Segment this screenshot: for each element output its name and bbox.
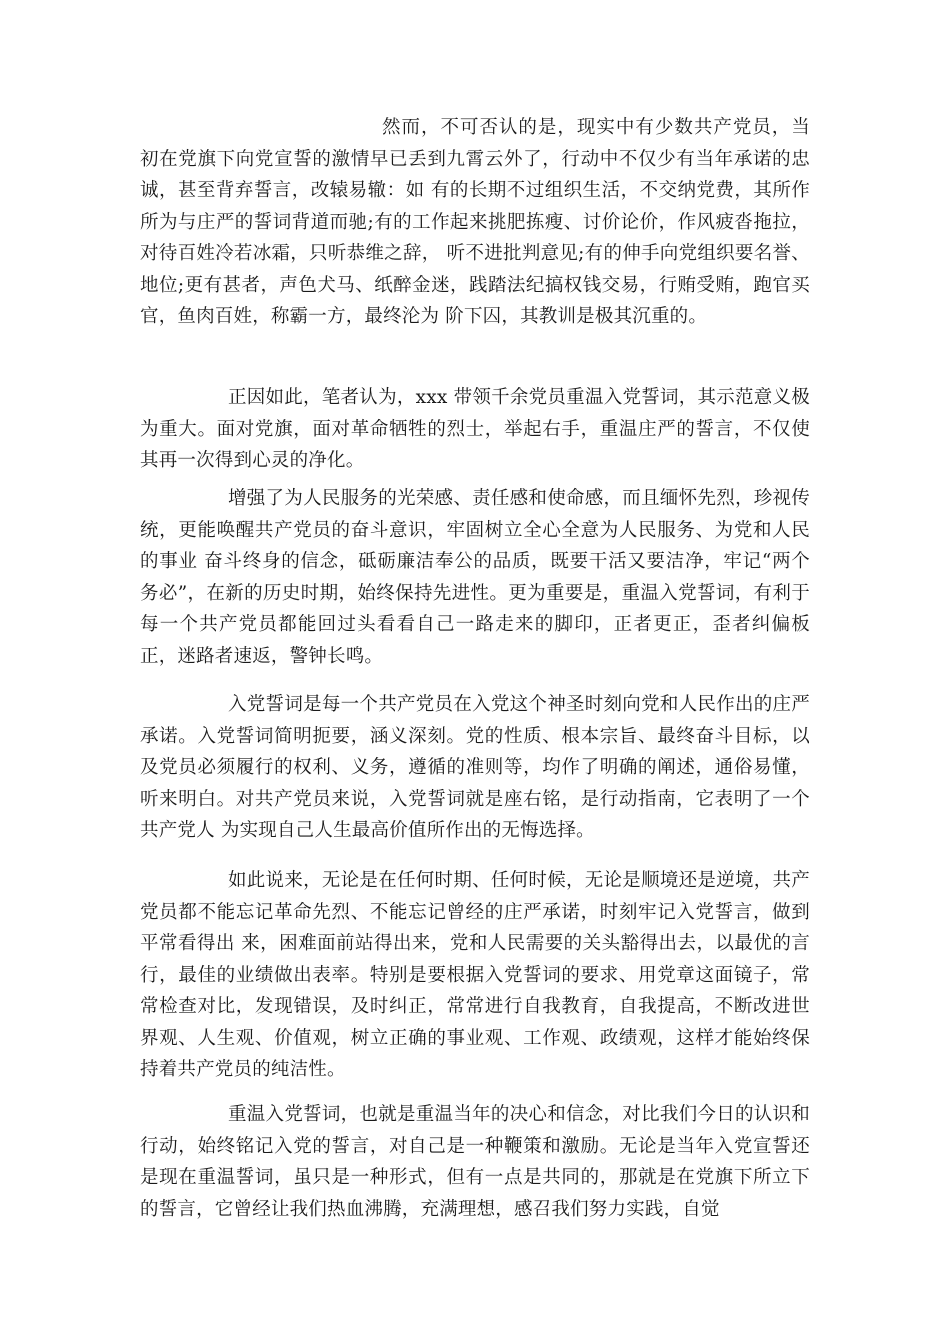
paragraph-4: 入党誓词是每一个共产党员在入党这个神圣时刻向党和人民作出的庄严承诺。入党誓词简明扼要，涵义深刻。党的性质、根本宗旨、最终奋斗目标，以及党员必须履行的权利、义务，遵循的准则等，均作了明确的阐述，通俗易懂，听来明白。对共产党员来说，入党誓词就是座右铭，是行动指南，它表明了一个共产党人 为实现自己人生最高价值所作出的无悔选择。 [140, 694, 810, 841]
paragraph-5: 如此说来，无论是在任何时期、任何时候，无论是顺境还是逆境，共产党员都不能忘记革命先烈、不能忘记曾经的庄严承诺，时刻牢记入党誓言，做到平常看得出 来，困难面前站得出来，党和人民需要的关头豁得出去，以最优的言行，最佳的业绩做出表率。特别是要根据入党誓词的要求、用党章这面镜子，常常检查对比，发现错误，及时纠正，常常进行自我教育，自我提高，不断改进世界观、人生观、价值观，树立正确的事业观、工作观、政绩观，这样才能始终保持着共产党员的纯洁性。 [140, 870, 810, 1080]
paragraph-6: 重温入党誓词，也就是重温当年的决心和信念，对比我们今日的认识和行动，始终铭记入党的誓言，对自己是一种鞭策和激励。无论是当年入党宣誓还是现在重温誓词，虽只是一种形式，但有一点是共同的，那就是在党旗下所立下的誓言，它曾经让我们热血沸腾，充满理想，感召我们努力实践，自觉 [140, 1104, 810, 1220]
paragraph-3: 增强了为人民服务的光荣感、责任感和使命感，而且缅怀先烈，珍视传统，更能唤醒共产党员的奋斗意识，牢固树立全心全意为人民服务、为党和人民的事业 奋斗终身的信念，砥砺廉洁奉公的品质，既要干活又要洁净，牢记“两个务必”，在新的历史时期，始终保持先进性。更为重要是，重温入党誓词，有利于每一个共产党员都能回过头看看自己一路走来的脚印，正者更正，歪者纠偏板正，迷路者速返，警钟长鸣。 [140, 488, 810, 667]
paragraph-1: 然而，不可否认的是，现实中有少数共产党员，当初在党旗下向党宣誓的激情早已丢到九霄云外了，行动中不仅少有当年承诺的忠诚，甚至背弃誓言，改辕易辙：如 有的长期不过组织生活，不交纳党费，其所作所为与庄严的誓词背道而驰;有的工作起来挑肥拣瘦、讨价论价，作风疲沓拖拉，对待百姓冷若冰霜，只听恭维之辞， 听不进批判意见;有的伸手向党组织要名誉、地位;更有甚者，声色犬马、纸醉金迷，践踏法纪搞权钱交易，行贿受贿，跑官买官，鱼肉百姓，称霸一方，最终沦为 阶下囚，其教训是极其沉重的。 [140, 117, 810, 327]
paragraph-2: 正因如此，笔者认为，xxx 带领千余党员重温入党誓词，其示范意义极为重大。面对党旗，面对革命牺牲的烈士，举起右手，重温庄严的誓言，不仅使其再一次得到心灵的净化。 [140, 387, 810, 471]
